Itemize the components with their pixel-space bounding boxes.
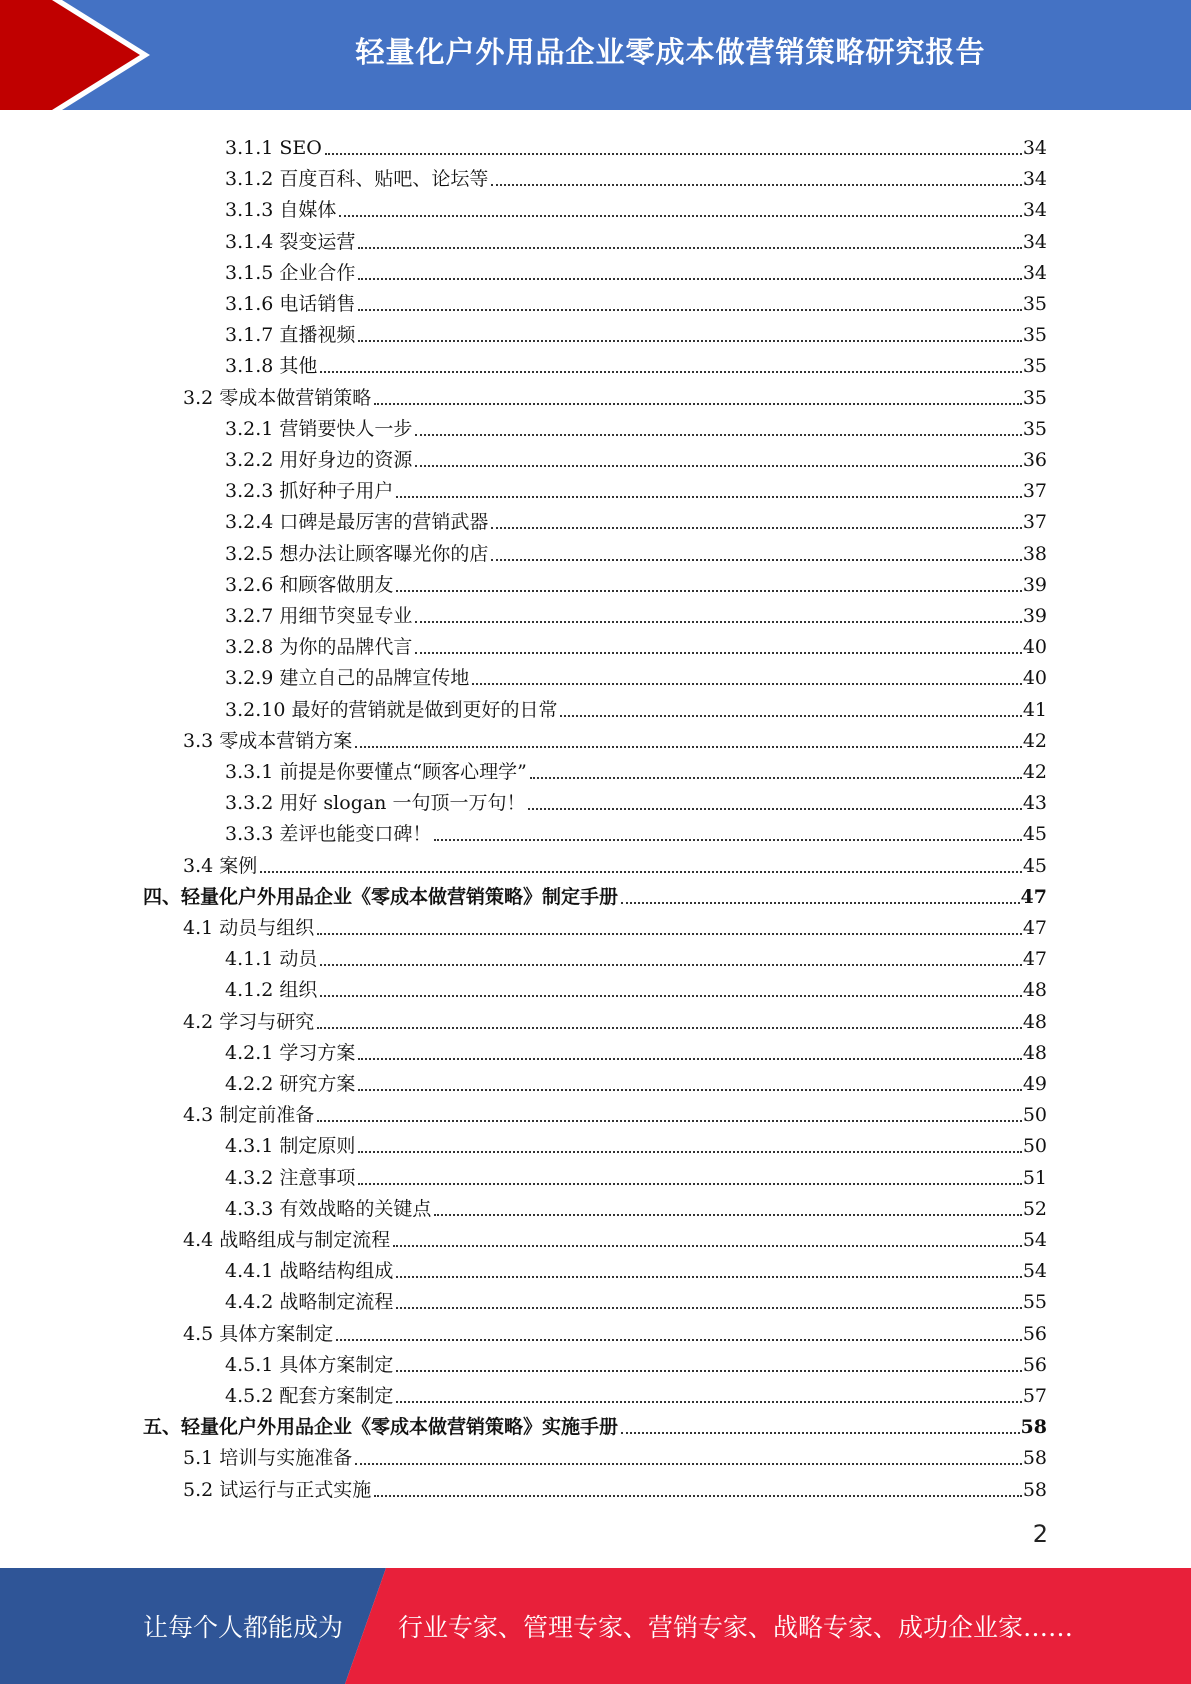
- toc-entry-title: 4.3.1 制定原则: [225, 1135, 356, 1158]
- toc-entry-page: 47: [1020, 885, 1047, 908]
- toc-dot-leader: [336, 1339, 1022, 1341]
- toc-entry[interactable]: [225, 1189, 1047, 1220]
- toc-entry-title: 4.4.2 战略制定流程: [225, 1291, 394, 1314]
- toc-entry-page: 35: [1022, 417, 1047, 440]
- toc-entry-title: 3.1.4 裂变运营: [225, 230, 356, 253]
- toc-entry[interactable]: [143, 877, 1047, 908]
- toc-dot-leader: [358, 1058, 1021, 1060]
- toc-entry[interactable]: [183, 1002, 1047, 1033]
- toc-dot-leader: [260, 871, 1022, 873]
- toc-entry[interactable]: [225, 565, 1047, 596]
- toc-entry-title: 4.5 具体方案制定: [183, 1322, 334, 1345]
- toc-entry-title: 3.2.2 用好身边的资源: [225, 449, 413, 471]
- toc-dot-leader: [358, 278, 1021, 280]
- toc-entry[interactable]: [225, 658, 1047, 689]
- toc-entry[interactable]: [225, 627, 1047, 658]
- toc-entry[interactable]: [225, 471, 1047, 502]
- toc-entry[interactable]: [183, 908, 1047, 939]
- toc-entry-page: 52: [1022, 1197, 1047, 1220]
- toc-dot-leader: [317, 1027, 1022, 1029]
- toc-entry-page: 58: [1020, 1416, 1047, 1439]
- toc-dot-leader: [374, 403, 1022, 405]
- toc-entry[interactable]: [225, 1282, 1047, 1313]
- toc-entry-title: 4.2 学习与研究: [183, 1010, 315, 1033]
- toc-dot-leader: [472, 683, 1021, 685]
- toc-entry[interactable]: [225, 534, 1047, 565]
- toc-dot-leader: [396, 1370, 1021, 1372]
- toc-entry-title: 4.3 制定前准备: [183, 1104, 315, 1127]
- toc-entry-page: 35: [1022, 324, 1047, 347]
- toc-dot-leader: [491, 559, 1021, 561]
- toc-entry[interactable]: [225, 596, 1047, 627]
- toc-entry-page: 50: [1022, 1104, 1047, 1127]
- toc-entry[interactable]: [225, 346, 1047, 377]
- toc-entry-title: 4.2.2 研究方案: [225, 1073, 356, 1095]
- toc-dot-leader: [396, 496, 1021, 498]
- toc-entry[interactable]: [225, 222, 1047, 253]
- toc-entry-page: 45: [1022, 823, 1047, 846]
- toc-entry[interactable]: [225, 752, 1047, 783]
- toc-dot-leader: [320, 995, 1021, 997]
- toc-entry-page: 40: [1022, 636, 1047, 659]
- toc-entry-title: 4.1 动员与组织: [183, 917, 315, 939]
- toc-dot-leader: [434, 839, 1021, 841]
- toc-entry-page: 56: [1022, 1353, 1047, 1376]
- toc-entry[interactable]: [225, 440, 1047, 471]
- toc-entry-page: 39: [1022, 573, 1047, 596]
- toc-entry-page: 48: [1022, 979, 1047, 1002]
- toc-dot-leader: [358, 340, 1021, 342]
- toc-dot-leader: [621, 1432, 1020, 1434]
- toc-dot-leader: [358, 309, 1021, 311]
- toc-dot-leader: [560, 715, 1021, 717]
- toc-entry-page: 37: [1022, 511, 1047, 534]
- toc-dot-leader: [415, 465, 1021, 467]
- toc-entry-title: 四、轻量化户外用品企业《零成本做营销策略》制定手册: [143, 885, 619, 908]
- toc-dot-leader: [358, 247, 1021, 249]
- toc-entry-page: 57: [1022, 1385, 1047, 1407]
- toc-dot-leader: [320, 371, 1021, 373]
- toc-entry[interactable]: [225, 284, 1047, 315]
- toc-entry[interactable]: [225, 1126, 1047, 1157]
- toc-entry[interactable]: [183, 721, 1047, 752]
- toc-entry-page: 47: [1022, 948, 1047, 971]
- toc-entry[interactable]: [225, 1251, 1047, 1282]
- toc-entry-title: 3.1.2 百度百科、贴吧、论坛等: [225, 168, 489, 191]
- toc-entry-title: 3.2.7 用细节突显专业: [225, 605, 413, 627]
- toc-entry-page: 34: [1022, 199, 1047, 222]
- toc-dot-leader: [339, 215, 1021, 217]
- toc-dot-leader: [374, 1495, 1022, 1497]
- toc-dot-leader: [355, 1463, 1022, 1465]
- toc-entry-title: 3.2.9 建立自己的品牌宣传地: [225, 667, 470, 690]
- toc-dot-leader: [320, 964, 1021, 966]
- page-header: [0, 0, 1191, 110]
- toc-entry-page: 40: [1022, 667, 1047, 690]
- toc-entry-title: 4.5.2 配套方案制定: [225, 1385, 394, 1407]
- toc-entry-page: 51: [1022, 1166, 1047, 1189]
- toc-entry[interactable]: [225, 1064, 1047, 1095]
- toc-dot-leader: [317, 933, 1022, 935]
- toc-entry-page: 58: [1022, 1447, 1047, 1470]
- toc-entry-title: 4.3.2 注意事项: [225, 1166, 356, 1189]
- toc-entry[interactable]: [225, 690, 1047, 721]
- toc-entry[interactable]: [225, 502, 1047, 533]
- toc-entry-title: 4.1.2 组织: [225, 979, 318, 1002]
- toc-entry-page: 48: [1022, 1010, 1047, 1033]
- toc-dot-leader: [396, 1276, 1021, 1278]
- toc-dot-leader: [396, 1401, 1021, 1403]
- toc-entry-page: 54: [1022, 1260, 1047, 1283]
- toc-dot-leader: [317, 1120, 1022, 1122]
- toc-entry-page: 34: [1022, 137, 1047, 159]
- report-title: 轻量化户外用品企业零成本做营销策略研究报告: [355, 34, 986, 69]
- toc-entry-page: 34: [1022, 230, 1047, 253]
- toc-entry-page: 50: [1022, 1135, 1047, 1158]
- toc-entry[interactable]: [183, 1220, 1047, 1251]
- toc-entry-title: 4.2.1 学习方案: [225, 1041, 356, 1064]
- toc-entry-page: 48: [1022, 1041, 1047, 1064]
- toc-entry-title: 3.4 案例: [183, 854, 258, 877]
- toc-dot-leader: [491, 527, 1021, 529]
- toc-entry-title: 3.3.3 差评也能变口碑！: [225, 823, 432, 846]
- toc-entry-title: 3.3 零成本营销方案: [183, 729, 353, 752]
- toc-entry-page: 35: [1022, 386, 1047, 409]
- toc-entry[interactable]: [225, 939, 1047, 970]
- toc-entry-page: 42: [1022, 761, 1047, 783]
- toc-entry[interactable]: [225, 315, 1047, 346]
- toc-entry-page: 47: [1022, 917, 1047, 939]
- toc-entry-page: 45: [1022, 854, 1047, 877]
- toc-entry[interactable]: [225, 1033, 1047, 1064]
- toc-dot-leader: [393, 1245, 1022, 1247]
- toc-entry-page: 34: [1022, 261, 1047, 284]
- toc-entry-page: 38: [1022, 542, 1047, 565]
- toc-entry-title: 3.2.3 抓好种子用户: [225, 480, 394, 503]
- toc-dot-leader: [396, 1307, 1021, 1309]
- header-arrow-red: [0, 0, 140, 110]
- toc-entry[interactable]: [225, 409, 1047, 440]
- toc-entry[interactable]: [225, 190, 1047, 221]
- toc-entry-page: 42: [1022, 729, 1047, 752]
- toc-entry[interactable]: [225, 783, 1047, 814]
- toc-dot-leader: [358, 1089, 1021, 1091]
- toc-entry[interactable]: [143, 1407, 1047, 1438]
- toc-entry-title: 4.1.1 动员: [225, 948, 318, 971]
- page-number: 2: [1032, 1520, 1048, 1548]
- toc-dot-leader: [355, 746, 1022, 748]
- toc-entry-page: 34: [1022, 168, 1047, 191]
- toc-entry[interactable]: [225, 128, 1047, 159]
- toc-entry-title: 4.4.1 战略结构组成: [225, 1260, 394, 1283]
- toc-entry[interactable]: [225, 1345, 1047, 1376]
- toc-dot-leader: [415, 652, 1021, 654]
- toc-entry-title: 3.2.1 营销要快人一步: [225, 417, 413, 440]
- toc-dot-leader: [528, 808, 1021, 810]
- toc-entry[interactable]: [183, 846, 1047, 877]
- toc-entry-title: 3.2 零成本做营销策略: [183, 386, 372, 409]
- toc-dot-leader: [415, 621, 1021, 623]
- toc-entry[interactable]: [225, 814, 1047, 845]
- toc-dot-leader: [621, 902, 1020, 904]
- toc-entry-title: 五、轻量化户外用品企业《零成本做营销策略》实施手册: [143, 1416, 619, 1439]
- toc-dot-leader: [530, 777, 1022, 779]
- toc-entry[interactable]: [183, 378, 1047, 409]
- toc-entry-title: 3.1.6 电话销售: [225, 293, 356, 315]
- toc-entry-page: 58: [1022, 1478, 1047, 1501]
- toc-dot-leader: [325, 153, 1022, 155]
- toc-entry[interactable]: [225, 253, 1047, 284]
- toc-entry-page: 36: [1022, 449, 1047, 471]
- toc-entry[interactable]: [225, 1158, 1047, 1189]
- toc-entry-title: 3.2.6 和顾客做朋友: [225, 573, 394, 596]
- toc-entry-title: 3.1.1 SEO: [225, 137, 322, 159]
- toc-entry-page: 55: [1022, 1291, 1047, 1314]
- toc-entry-title: 3.3.1 前提是你要懂点“顾客心理学”: [225, 761, 527, 783]
- footer-slogan-right: 行业专家、管理专家、营销专家、战略专家、成功企业家……: [398, 1613, 1074, 1642]
- toc-entry-title: 5.2 试运行与正式实施: [183, 1478, 372, 1501]
- toc-entry-page: 39: [1022, 605, 1047, 627]
- footer-slogan-left: 让每个人都能成为: [143, 1613, 344, 1642]
- toc-entry[interactable]: [225, 159, 1047, 190]
- toc-entry[interactable]: [183, 1314, 1047, 1345]
- toc-entry-title: 3.2.4 口碑是最厉害的营销武器: [225, 511, 489, 534]
- toc-entry-title: 3.1.3 自媒体: [225, 199, 337, 222]
- toc-entry-page: 43: [1022, 792, 1047, 815]
- toc-entry[interactable]: [183, 1095, 1047, 1126]
- toc-dot-leader: [358, 1183, 1021, 1185]
- toc-entry-title: 3.1.5 企业合作: [225, 261, 356, 284]
- toc-entry-page: 41: [1022, 698, 1047, 721]
- toc-dot-leader: [415, 434, 1021, 436]
- toc-entry-title: 4.5.1 具体方案制定: [225, 1353, 394, 1376]
- toc-entry[interactable]: [225, 1376, 1047, 1407]
- toc-entry-title: 4.4 战略组成与制定流程: [183, 1229, 391, 1251]
- toc-entry-page: 37: [1022, 480, 1047, 503]
- toc-dot-leader: [396, 590, 1021, 592]
- toc-entry-title: 3.1.8 其他: [225, 355, 318, 378]
- toc-entry-title: 3.1.7 直播视频: [225, 324, 356, 347]
- toc-entry-page: 56: [1022, 1322, 1047, 1345]
- toc-entry-title: 3.3.2 用好 slogan 一句顶一万句！: [225, 792, 526, 815]
- toc-entry-page: 35: [1022, 293, 1047, 315]
- page-footer: [0, 1568, 1191, 1684]
- toc-entry-title: 3.2.5 想办法让顾客曝光你的店: [225, 542, 489, 565]
- toc-entry[interactable]: [183, 1438, 1047, 1469]
- toc-entry-page: 54: [1022, 1229, 1047, 1251]
- toc-entry-title: 3.2.10 最好的营销就是做到更好的日常: [225, 698, 558, 721]
- toc-dot-leader: [358, 1151, 1021, 1153]
- toc-entry-title: 5.1 培训与实施准备: [183, 1447, 353, 1470]
- toc-entry-page: 35: [1022, 355, 1047, 378]
- toc-dot-leader: [434, 1214, 1021, 1216]
- toc-entry-page: 49: [1022, 1073, 1047, 1095]
- toc-entry-title: 4.3.3 有效战略的关键点: [225, 1197, 432, 1220]
- toc-entry[interactable]: [183, 1470, 1047, 1501]
- toc-dot-leader: [491, 184, 1021, 186]
- toc-entry-title: 3.2.8 为你的品牌代言: [225, 636, 413, 659]
- toc-entry[interactable]: [225, 970, 1047, 1001]
